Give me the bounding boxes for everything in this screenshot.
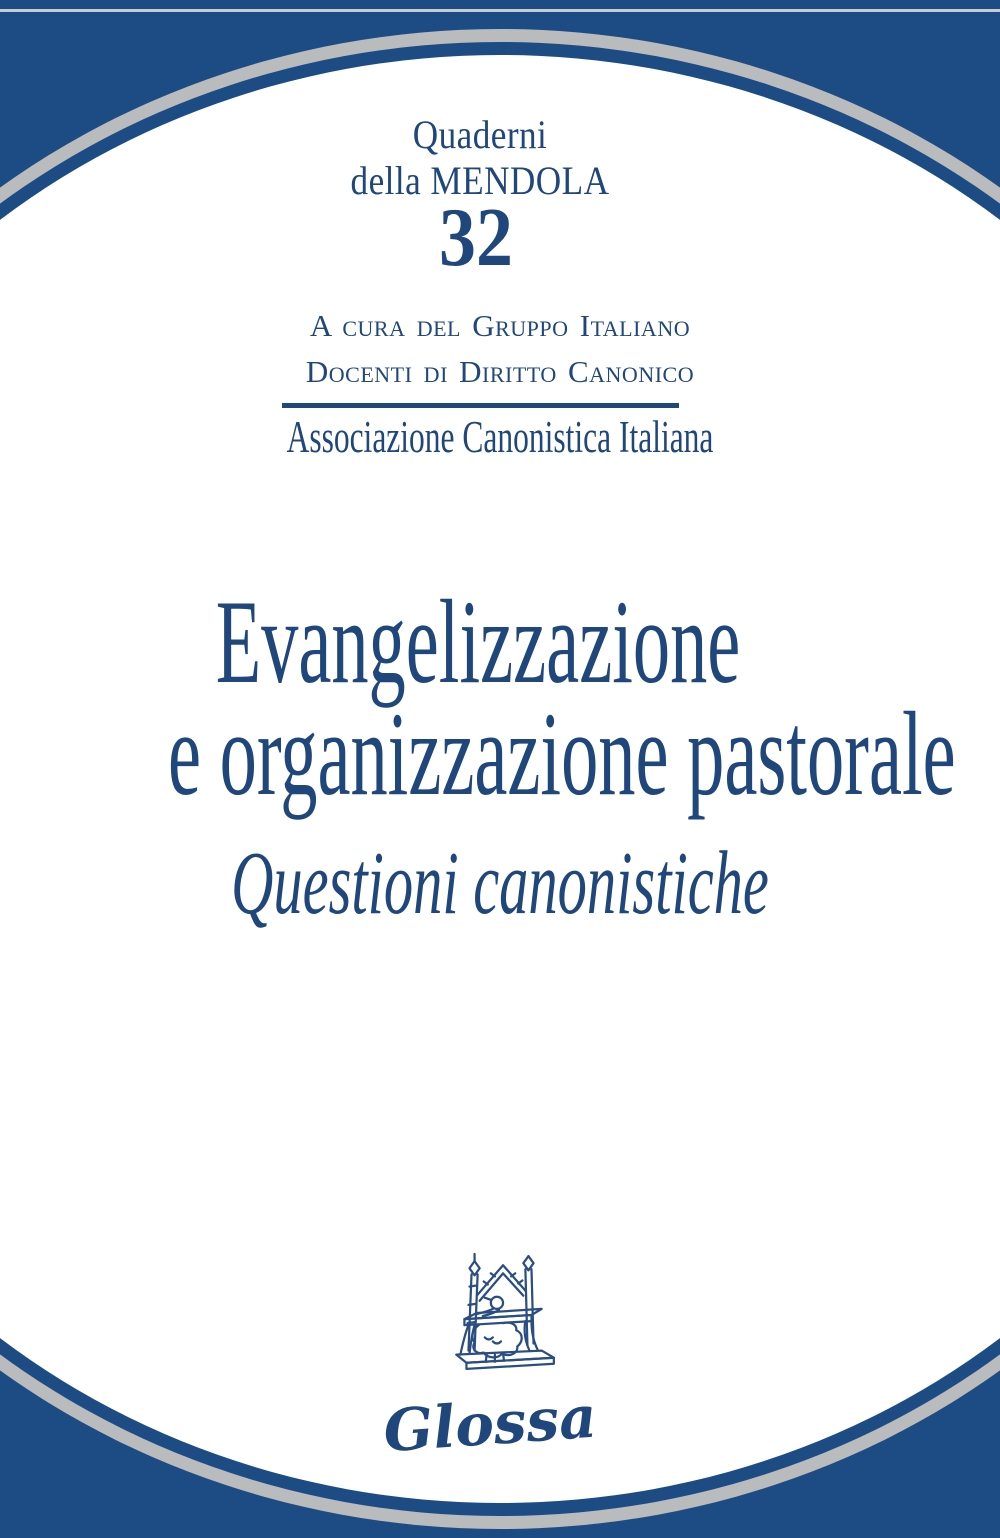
book-subtitle: Questioni canonistiche: [231, 834, 769, 933]
series-title-line2: della MENDOLA: [350, 158, 610, 203]
curator-line-1: A cura del Gruppo Italiano: [309, 308, 691, 343]
book-title-line2: e organizzazione pastorale: [168, 687, 956, 820]
curator-line-2: Docenti di Diritto Canonico: [305, 354, 695, 389]
series-title-line1: Quaderni: [412, 112, 548, 157]
publisher-logo-throne-lamb-icon: [440, 1252, 562, 1376]
book-title: [168, 575, 956, 820]
book-title-line1: Evangelizzazione: [215, 575, 741, 708]
publisher-name: Glossa: [381, 1382, 599, 1466]
divider-rule: [282, 403, 679, 408]
association-name: Associazione Canonistica Italiana: [286, 412, 714, 462]
series-number: 32: [439, 191, 513, 284]
